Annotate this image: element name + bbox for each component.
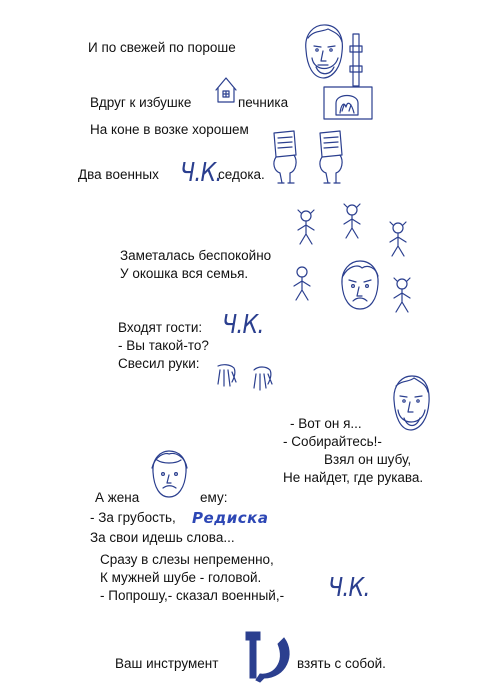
poem-line-2b: печника [238, 95, 289, 110]
poem-line-3: На коне в возке хорошем [90, 122, 249, 137]
poem-line-4b: седока. [218, 167, 265, 182]
poem-line-5: Заметалась беспокойно [120, 248, 272, 263]
poem-line-7: Входят гости: [118, 320, 203, 335]
chk-label-3: Ч.К. [328, 573, 370, 603]
poem-line-16: За свои идешь слова... [90, 530, 235, 545]
poem-line-10: - Вот он я... [290, 416, 362, 431]
hands-icon [212, 360, 280, 396]
poem-line-6: У окошка вся семья. [120, 266, 249, 281]
radish-label: Редиска [192, 509, 269, 527]
poem-line-12: Взял он шубу, [324, 452, 412, 467]
old-man-face-icon [300, 20, 348, 82]
poem-line-18: К мужней шубе - головой. [100, 570, 262, 585]
poem-line-11: - Собирайтесь!- [283, 434, 382, 449]
poem-line-14b: ему: [200, 490, 228, 505]
hut-icon [214, 76, 238, 104]
poem-line-13: Не найдет, где рукава. [283, 470, 424, 485]
poem-line-20b: взять с собой. [297, 656, 386, 671]
poem-line-2a: Вдруг к избушке [90, 95, 192, 110]
hammer-sickle-icon [242, 628, 294, 684]
poem-line-19: - Попрошу,- сказал военный,- [100, 588, 285, 603]
poem-line-1: И по свежей по пороше [88, 40, 236, 55]
poem-line-9: Свесил руки: [118, 356, 200, 371]
chk-label-1: Ч.К. [180, 158, 222, 188]
stove-icon [322, 85, 374, 121]
poem-line-4a: Два военных [78, 167, 159, 182]
chimney-icon [348, 32, 364, 88]
worried-face-icon [338, 258, 382, 312]
poem-line-14a: А жена [95, 490, 140, 505]
wife-face-icon [147, 448, 191, 500]
two-soldiers-icon [268, 125, 360, 187]
old-man-face-icon [388, 372, 434, 434]
poem-line-8: - Вы такой-то? [118, 338, 209, 353]
poem-line-17: Сразу в слезы непременно, [100, 552, 274, 567]
chk-label-2: Ч.К. [222, 310, 264, 340]
poem-line-20a: Ваш инструмент [115, 656, 219, 671]
poem-line-15: - За грубость, [90, 510, 176, 525]
